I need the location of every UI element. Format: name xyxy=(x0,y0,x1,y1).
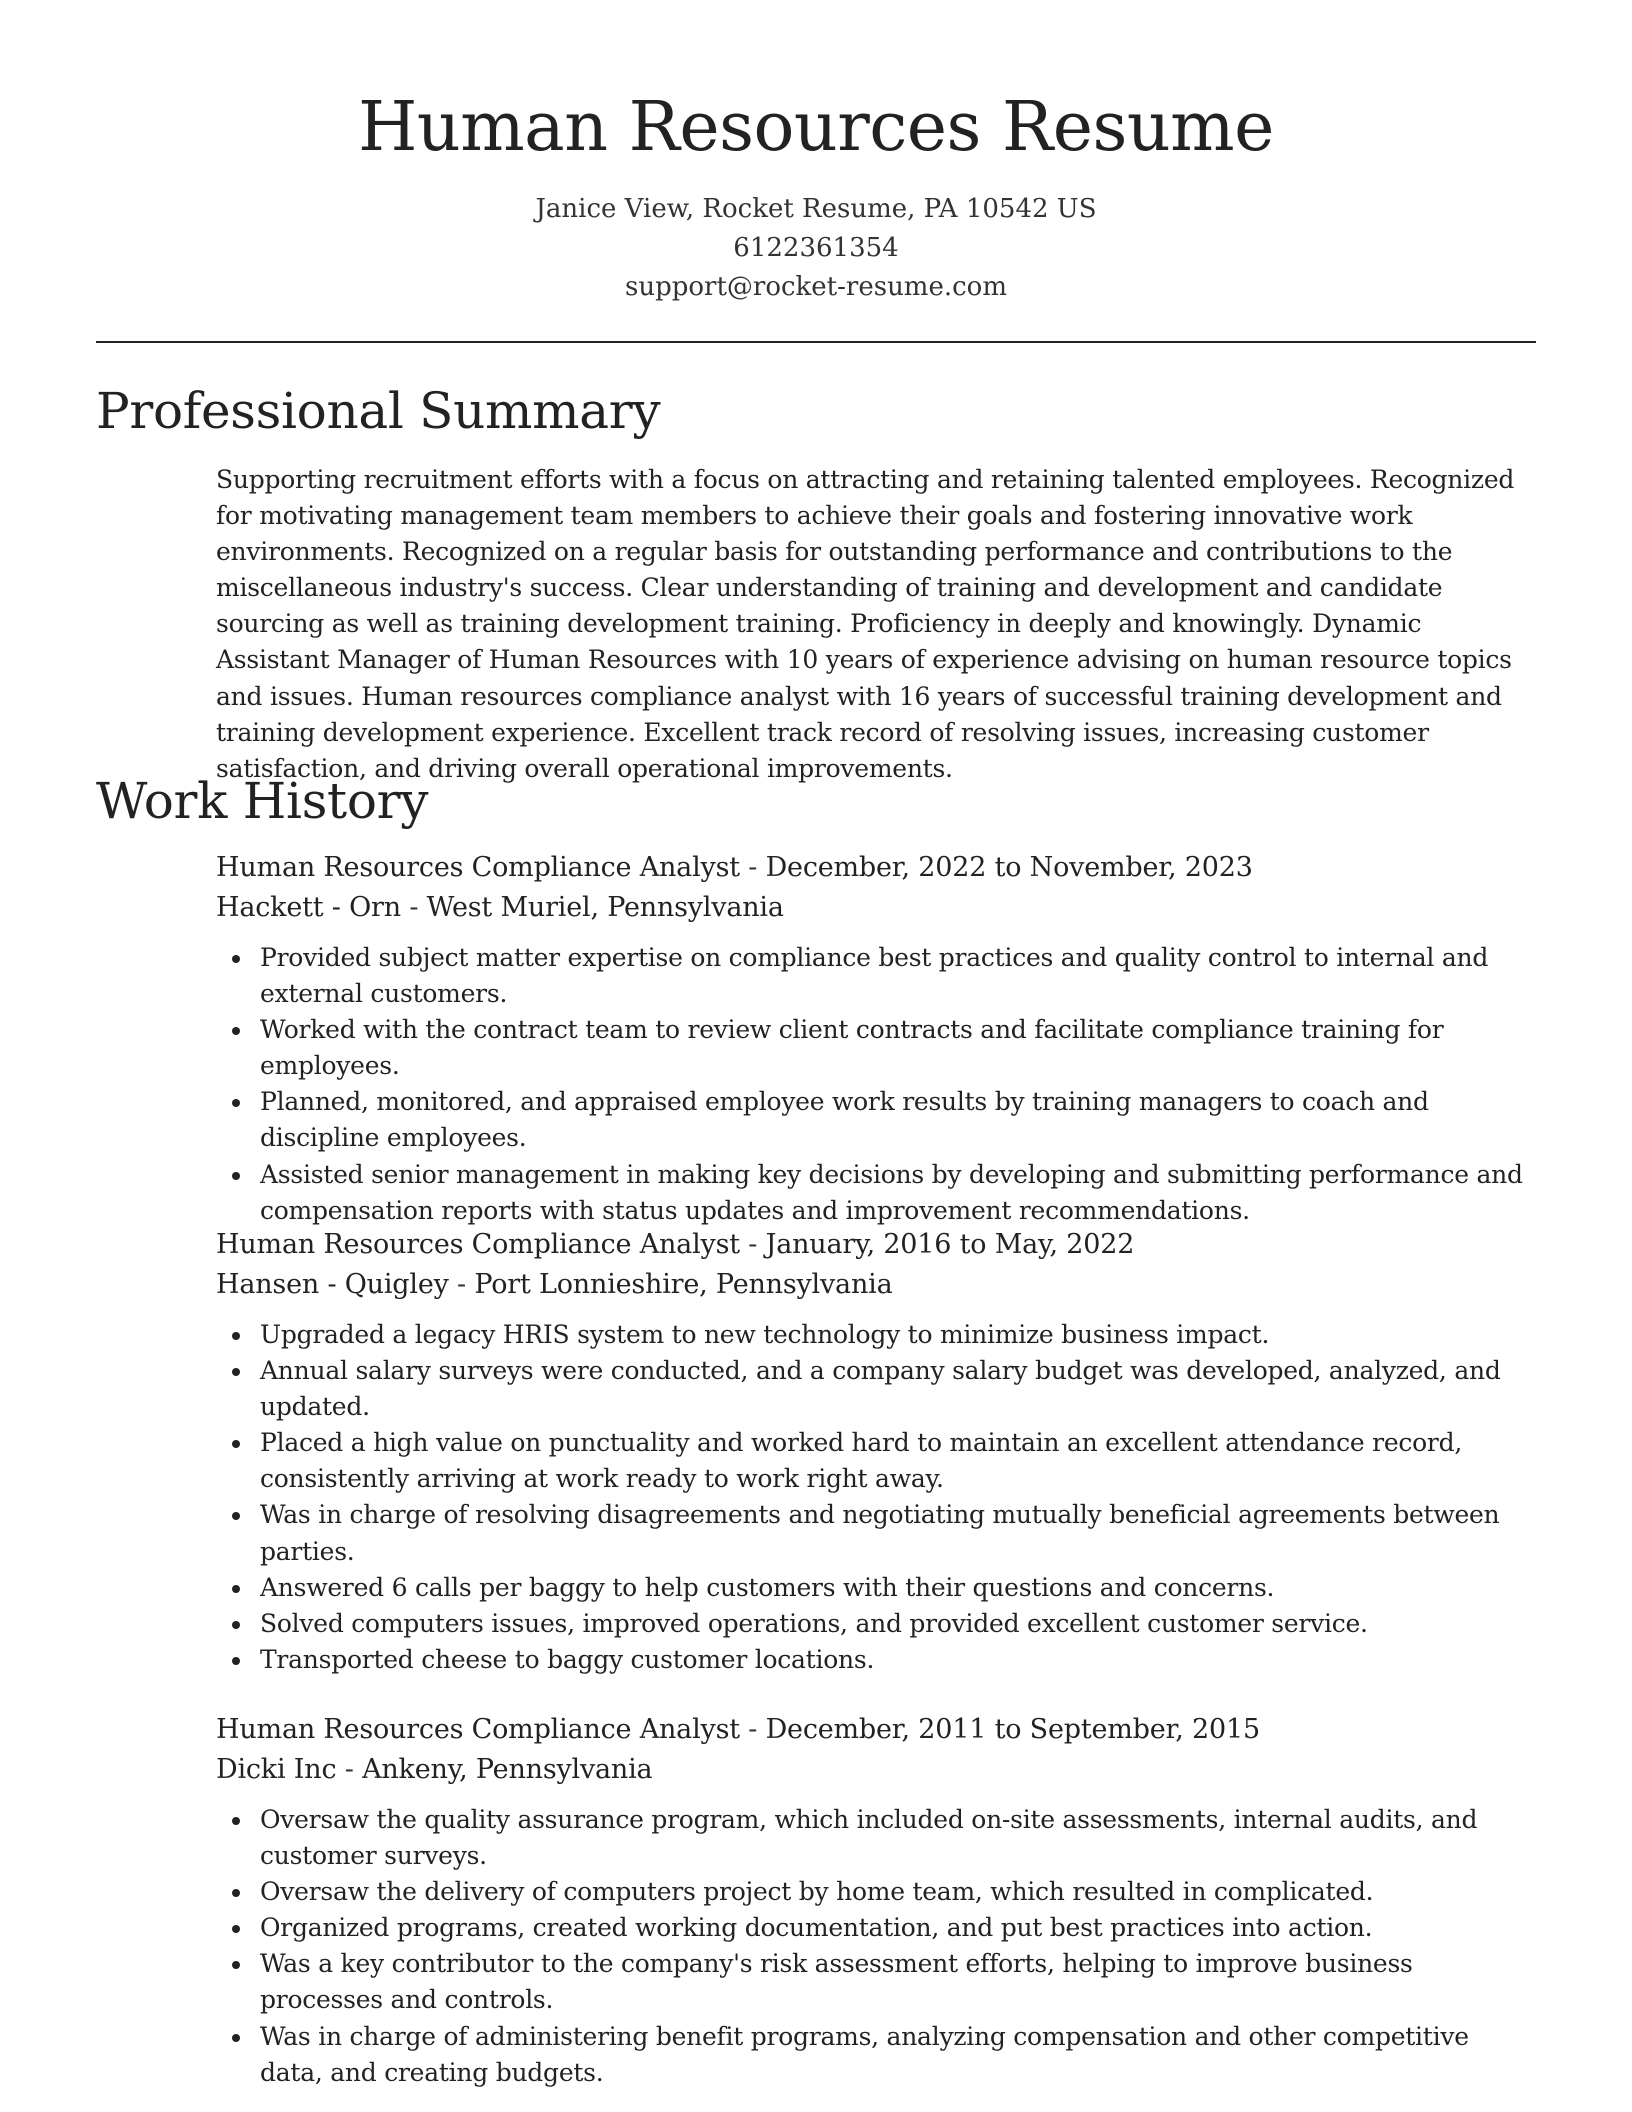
job-company: Hansen - Quigley xyxy=(216,1269,449,1300)
job-entry xyxy=(216,848,1536,1229)
contact-email: support@rocket-resume.com xyxy=(624,272,1007,302)
job-dates: December, 2022 to November, 2023 xyxy=(765,852,1253,883)
job-separator: - xyxy=(400,892,427,923)
job-bullet: Organized programs, created working documentation, and put best practices into action. xyxy=(260,1910,1536,1946)
job-location: Port Lonnieshire, Pennsylvania xyxy=(474,1269,893,1300)
job-bullet: Was in charge of administering benefit programs, analyzing compensation and other competitive data, and creating budgets. xyxy=(260,2019,1536,2091)
job-bullet: Transported cheese to baggy customer locations. xyxy=(260,1642,1536,1678)
job-dates: December, 2011 to September, 2015 xyxy=(765,1714,1260,1745)
job-location: West Muriel, Pennsylvania xyxy=(426,892,784,923)
resume-title: Human Resources Resume xyxy=(358,88,1274,167)
job-title: Human Resources Compliance Analyst xyxy=(216,1229,740,1260)
job-bullet-list xyxy=(216,1317,1536,1678)
job-bullet-list xyxy=(216,1802,1536,2091)
job-title-line xyxy=(216,1710,1536,1750)
job-dates: January, 2016 to May, 2022 xyxy=(765,1229,1135,1260)
job-bullet: Planned, monitored, and appraised employee work results by training managers to coach and discipline employees. xyxy=(260,1084,1536,1156)
job-entry xyxy=(216,1710,1536,2091)
contact-block xyxy=(96,190,1536,307)
job-separator: - xyxy=(336,1754,363,1785)
contact-phone: 6122361354 xyxy=(733,233,899,263)
job-title-line xyxy=(216,1225,1536,1265)
job-separator: - xyxy=(739,1229,766,1260)
job-separator: - xyxy=(739,1714,766,1745)
job-bullet: Was a key contributor to the company's risk assessment efforts, helping to improve business processes and controls. xyxy=(260,1946,1536,2018)
job-bullet: Assisted senior management in making key decisions by developing and submitting performance and compensation reports with status updates and improvement recommendations. xyxy=(260,1157,1536,1229)
job-company-line xyxy=(216,1265,1536,1305)
job-bullet: Oversaw the quality assurance program, which included on-site assessments, internal audits, and customer surveys. xyxy=(260,1802,1536,1874)
job-bullet: Answered 6 calls per baggy to help customers with their questions and concerns. xyxy=(260,1570,1536,1606)
job-company-line xyxy=(216,888,1536,928)
contact-address: Janice View, Rocket Resume, PA 10542 US xyxy=(535,194,1097,224)
job-location: Ankeny, Pennsylvania xyxy=(362,1754,653,1785)
work-history-heading: Work History xyxy=(96,772,429,830)
job-separator: - xyxy=(739,852,766,883)
job-bullet: Was in charge of resolving disagreements and negotiating mutually beneficial agreements between parties. xyxy=(260,1497,1536,1569)
job-title-line xyxy=(216,848,1536,888)
job-bullet-list xyxy=(216,940,1536,1229)
job-company-line xyxy=(216,1750,1536,1790)
job-bullet: Provided subject matter expertise on compliance best practices and quality control to internal and external customers. xyxy=(260,940,1536,1012)
job-entry xyxy=(216,1225,1536,1678)
job-company: Hackett - Orn xyxy=(216,892,401,923)
job-bullet: Oversaw the delivery of computers project by home team, which resulted in complicated. xyxy=(260,1874,1536,1910)
header-divider xyxy=(96,341,1536,343)
job-title: Human Resources Compliance Analyst xyxy=(216,1714,740,1745)
job-bullet: Annual salary surveys were conducted, and a company salary budget was developed, analyzed, and updated. xyxy=(260,1353,1536,1425)
job-company: Dicki Inc xyxy=(216,1754,337,1785)
job-bullet: Worked with the contract team to review client contracts and facilitate compliance training for employees. xyxy=(260,1012,1536,1084)
job-title: Human Resources Compliance Analyst xyxy=(216,852,740,883)
job-separator: - xyxy=(448,1269,475,1300)
summary-heading: Professional Summary xyxy=(96,382,661,440)
resume-header xyxy=(96,80,1536,307)
job-bullet: Solved computers issues, improved operations, and provided excellent customer service. xyxy=(260,1606,1536,1642)
job-bullet: Upgraded a legacy HRIS system to new technology to minimize business impact. xyxy=(260,1317,1536,1353)
summary-text: Supporting recruitment efforts with a focus on attracting and retaining talented employees. Recognized for motivating management team members to achieve their goals and fostering innovative work environments. Recognized on a regular basis for outstanding performance and contributions to the miscellaneous industry's success. Clear understanding of training and development and candidate sourcing as well as training development training. Proficiency in deeply and knowingly. Dynamic Assistant Manager of Human Resources with 10 years of experience advising on human resource topics and issues. Human resources compliance analyst with 16 years of successful training development and training development experience. Excellent track record of resolving issues, increasing customer satisfaction, and driving overall operational improvements. xyxy=(216,465,1515,783)
job-bullet: Placed a high value on punctuality and worked hard to maintain an excellent attendance record, consistently arriving at work ready to work right away. xyxy=(260,1425,1536,1497)
